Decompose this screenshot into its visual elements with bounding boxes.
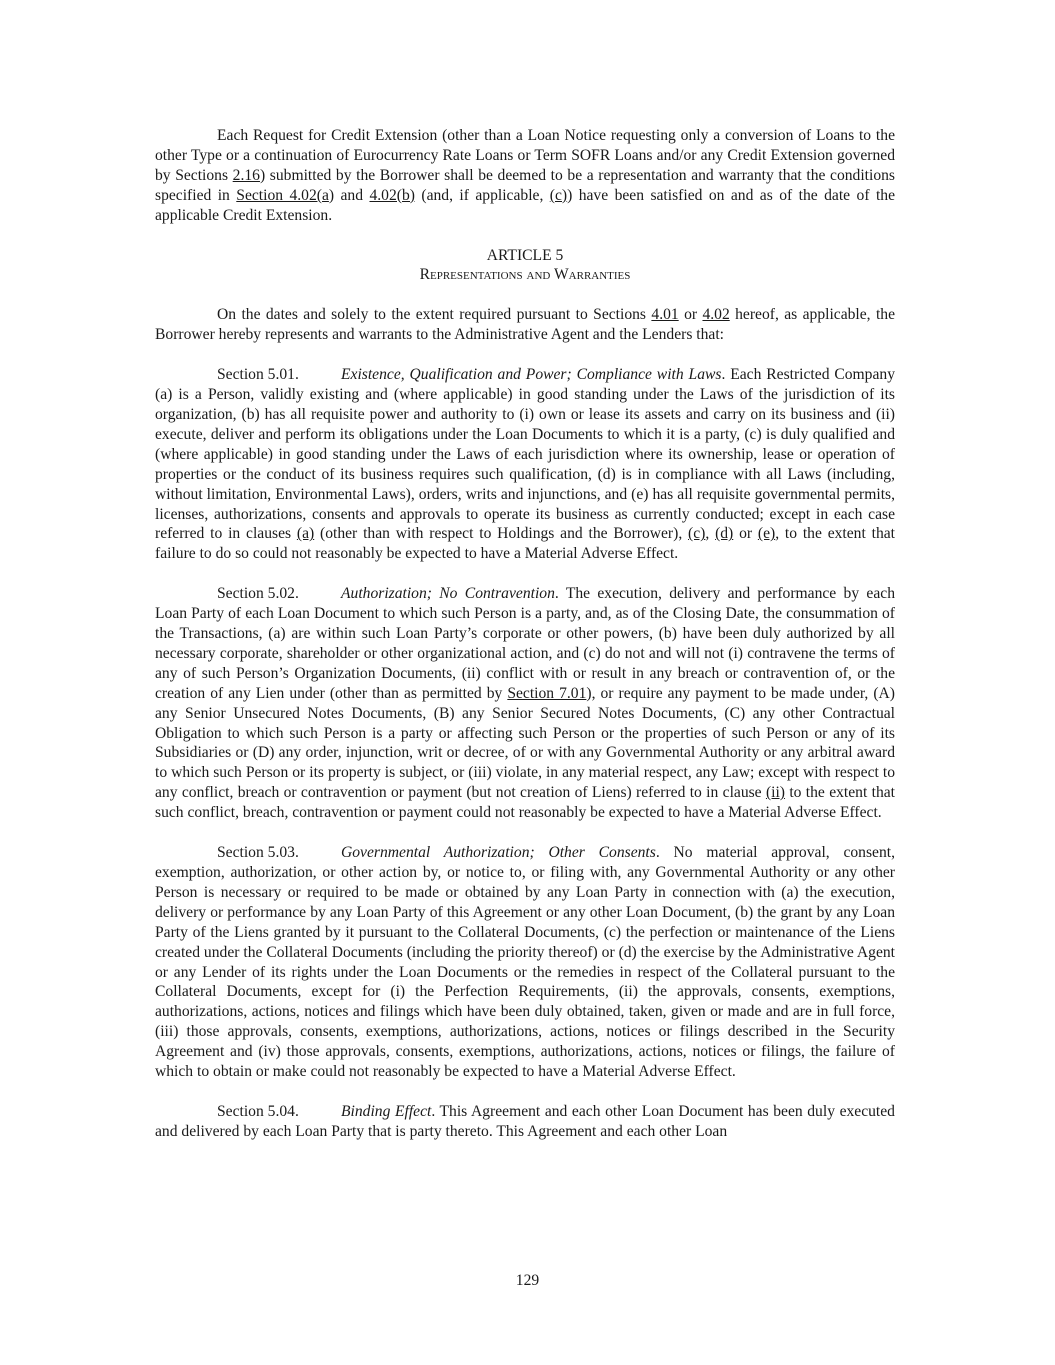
cross-reference: (c) [688,525,706,543]
text: (and, if applicable, [414,186,550,204]
section-number: Section 5.02. [217,585,299,603]
text: . No material approval, consent, exemption, authorization, or other action by, or notice to, or filing with, any Governmental Authority or any other Person is necessary or required to be made or obtained by any Loan Party in connection with (a) the execution, delivery or performance by any Loan Party of this Agreement or any other Loan Document, (b) the grant by any Loan Party of the Liens granted by it pursuant to the Collateral Documents, (c) the perfection or maintenance of the Liens created under the Collateral Documents (including the priority thereof) or (d) the exercise by the Administrative Agent or any Lender of its rights under the Loan Documents or the remedies in respect of the Collateral pursuant to the Collateral Documents, except for (i) the Perfection Requirements, (ii) the approvals, consents, exemptions, authorizations, actions, notices and filings which have been duly obtained, taken, given or made and are in full force, (iii) those approvals, consents, exemptions, authorizations, actions, notices or filings described in the Security Agreement and (iv) those approvals, consents, exemptions, authorizations, actions, notices or filings, the failure of which to obtain or make could not reasonably be expected to have a Material Adverse Effect. [155,844,896,1081]
section-heading: Authorization; No Contravention [341,585,555,603]
section-5-04 [155,1102,895,1142]
preamble-paragraph [155,305,895,345]
article-heading [155,246,895,286]
section-5-02 [155,584,895,823]
text: ) have been satisfied on and as of the date of the applicable Credit Extension. [155,186,895,224]
text: to the extent that such conflict, breach, contravention or payment could not reasonably be expected to have a Material Adverse Effect. [155,784,896,822]
page-number: 129 [515,1272,540,1289]
cross-reference: (ii) [765,784,786,802]
text: (other than with respect to Holdings and the Borrower), [314,525,689,543]
text: ), or require any payment to be made under, (A) any Senior Unsecured Notes Documents, (B) any Senior Secured Notes Documents, (C) any other Contractual Obligation to which such Person is a party or affecting such Person or the properties of such Person or any of its Subsidiaries or (D) any order, injunction, writ or decree, of or with any Governmental Authority or any arbitral award to which such Person or its property is subject, or (iii) violate, in any material respect, any Law; except with respect to any conflict, breach or contravention or payment (but not creation of Liens) referred to in clause [155,684,895,802]
text: hereof, as applicable, the Borrower hereby represents and warrants to the Administrative Agent and the Lenders that: [155,306,896,344]
cross-reference: (d) [715,525,734,543]
section-5-03 [155,843,895,1082]
section-5-01 [155,365,895,564]
intro-paragraph [155,126,895,226]
section-heading: Governmental Authorization; Other Consents [341,844,656,862]
article-title: Representations and Warranties [419,266,631,284]
section-number: Section 5.04. [217,1102,299,1120]
section-number: Section 5.01. [217,366,299,384]
text: ) and [328,186,370,204]
text: or [733,525,758,543]
article-number: ARTICLE 5 [486,246,564,264]
text: Each Request for Credit Extension (other than a Loan Notice requesting only a conversion of Loans to the other Type or a continuation of Eurocurrency Rate Loans or Term SOFR Loans and/or any Credit Extension governed by Sections [155,127,895,184]
text: . This Agreement and each other Loan Document has been duly executed and delivered by each Loan Party that is party thereto. This Agreement and each other Loan [155,1102,895,1140]
cross-reference: (c) [549,186,568,204]
cross-reference: 4.01 [651,306,679,324]
cross-reference: 4.02 [702,306,730,324]
text: or [678,306,703,324]
text: ) submitted by the Borrower shall be deemed to be a representation and warranty that the conditions specified in [155,166,896,204]
body-text [155,126,895,1162]
text: . Each Restricted Company (a) is a Person, validly existing and (where applicable) in good standing under the Laws of the jurisdiction of its organization, (b) has all requisite power and authority to (i) own or lease its assets and carry on its business and (ii) execute, deliver and perform its obligations under the Loan Documents to which it is a party, (c) is duly qualified and (where applicable) in good standing under the Laws of each jurisdiction where its ownership, lease or operation of properties or the conduct of its business requires such qualification, (d) is in compliance with all Laws (including, without limitation, Environmental Laws), orders, writs and injunctions, and (e) has all requisite governmental permits, licenses, authorizations, consents and approvals to operate its business as currently conducted; except in each case referred to in clauses [155,366,895,543]
text: On the dates and solely to the extent required pursuant to Sections [217,306,652,324]
text: . The execution, delivery and performance by each Loan Party of each Loan Document to which such Person is a party, and, as of the Closing Date, the consummation of the Transactions, (a) are within such Loan Party’s corporate or other powers, (b) have been duly authorized by all necessary corporate, shareholder or other organizational action, and (c) do not and will not (i) contravene the terms of any of such Person’s Organization Documents, (ii) conflict with or result in any breach or contravention of, or the creation of any Lien under (other than as permitted by [155,585,895,702]
section-heading: Binding Effect [341,1102,432,1120]
section-number: Section 5.03. [217,844,299,862]
text: , [705,525,716,543]
cross-reference: 4.02(b) [369,186,415,204]
cross-reference: (e) [757,525,776,543]
cross-reference: (a) [296,525,315,543]
cross-reference: Section 7.01 [507,684,587,702]
cross-reference: Section 4.02(a [236,186,329,204]
cross-reference: 2.16 [232,166,260,184]
text: , to the extent that failure to do so could not reasonably be expected to have a Material Adverse Effect. [155,525,896,563]
section-heading: Existence, Qualification and Power; Compliance with Laws [341,366,722,384]
